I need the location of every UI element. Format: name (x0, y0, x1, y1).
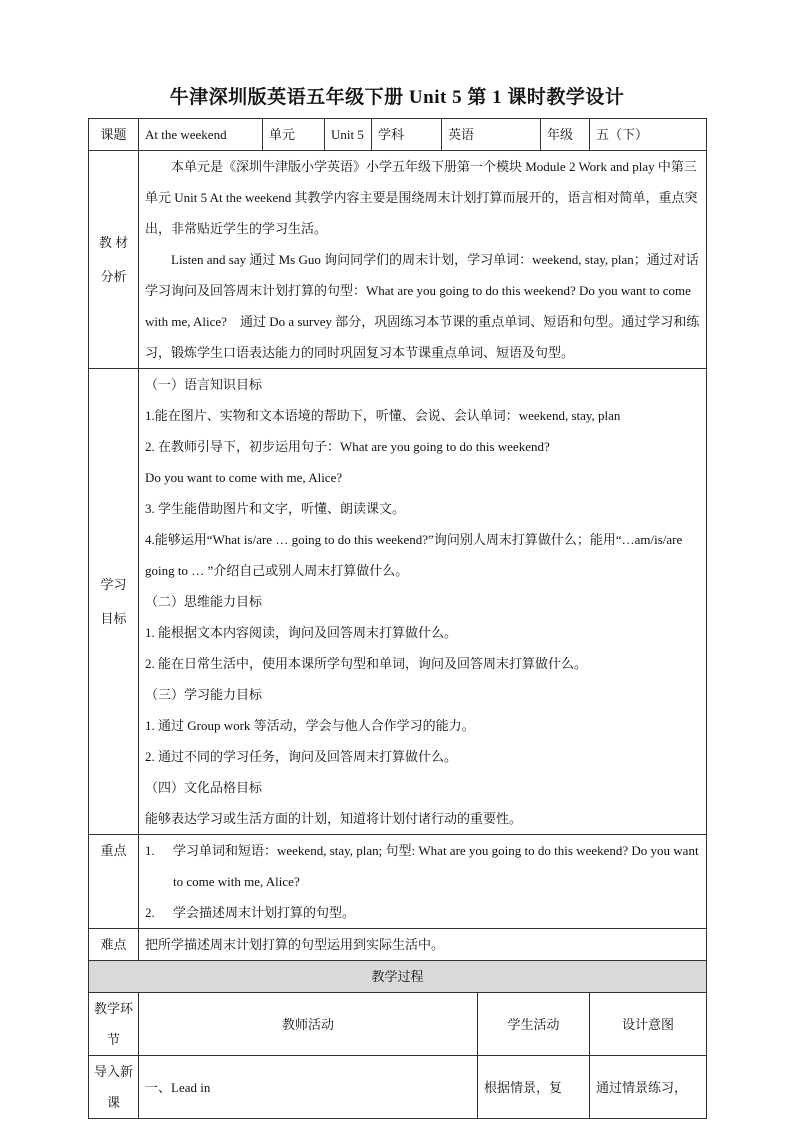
goal-line: 1. 通过 Group work 等活动，学会与他人合作学习的能力。 (145, 718, 475, 733)
goal-line: 3. 学生能借助图片和文字，听懂、朗读课文。 (145, 501, 406, 516)
difficulty-text: 把所学描述周末计划打算的句型运用到实际生活中。 (139, 929, 707, 961)
goal-line: （三）学习能力目标 (145, 687, 263, 702)
header-row (89, 119, 707, 151)
material-paragraph: 本单元是《深圳牛津版小学英语》小学五年级下册第一个模块 Module 2 Work and play 中第三单元 Unit 5 At the weekend 其教学内容主要是围绕周末计划打算而展开的，语言相对简单，重点突出，非常贴近学生的学习生活。 (145, 159, 698, 236)
column-intent: 设计意图 (590, 993, 707, 1056)
column-stage: 教学环节 (89, 993, 139, 1056)
goal-line: 1.能在图片、实物和文本语境的帮助下，听懂、会说、会认单词：weekend, stay, plan (145, 408, 621, 423)
process-intent: 通过情景练习， (590, 1056, 707, 1119)
goal-line: （四）文化品格目标 (145, 780, 263, 795)
goals-label: 学习 目标 (89, 369, 139, 835)
material-label: 教 材 分析 (89, 151, 139, 369)
topic-label: 课题 (89, 119, 139, 151)
process-stage: 导入新课 (89, 1056, 139, 1119)
unit-value: Unit 5 (325, 119, 372, 151)
column-teacher: 教师活动 (139, 993, 478, 1056)
keypoint-text: 学会描述周末计划打算的句型。 (173, 905, 356, 920)
goal-line: 4.能够运用“What is/are … going to do this weekend?”询问别人周末打算做什么；能用“…am/is/are going to … ”介绍自己或别人周末打算做什么。 (145, 532, 683, 578)
goals-row (89, 369, 707, 835)
column-student: 学生活动 (478, 993, 590, 1056)
process-row (89, 1056, 707, 1119)
unit-label: 单元 (263, 119, 325, 151)
difficulty-row (89, 929, 707, 961)
difficulty-label: 难点 (89, 929, 139, 961)
keypoint-number: 2. (145, 905, 155, 920)
keypoints-row (89, 835, 707, 929)
goal-line: Do you want to come with me, Alice? (145, 470, 343, 485)
process-student: 根据情景，复 (478, 1056, 590, 1119)
process-teacher: 一、Lead in (139, 1056, 478, 1119)
goal-line: 2. 在教师引导下，初步运用句子：What are you going to do this weekend? (145, 439, 550, 454)
material-row (89, 151, 707, 369)
topic-value: At the weekend (139, 119, 263, 151)
goal-line: 2. 通过不同的学习任务，询问及回答周末打算做什么。 (145, 749, 458, 764)
goal-line: （二）思维能力目标 (145, 594, 263, 609)
material-content (139, 151, 707, 369)
goals-content (139, 369, 707, 835)
keypoint-number: 1. (145, 843, 155, 858)
keypoint-item (145, 835, 700, 897)
goal-line: 2. 能在日常生活中，使用本课所学句型和单词，询问及回答周末打算做什么。 (145, 656, 588, 671)
goal-line: 1. 能根据文本内容阅读，询问及回答周末打算做什么。 (145, 625, 458, 640)
page-title: 牛津深圳版英语五年级下册 Unit 5 第 1 课时教学设计 (169, 87, 625, 108)
subject-label: 学科 (372, 119, 442, 151)
keypoint-item (145, 897, 700, 928)
process-heading: 教学过程 (89, 961, 707, 993)
subject-value: 英语 (442, 119, 541, 151)
material-paragraph: Listen and say 通过 Ms Guo 询问同学们的周末计划，学习单词：weekend, stay, plan；通过对话学习询问及回答周末计划打算的句型：What are you going to do this weekend? Do you want to come with me, Alice? 通过 Do a survey 部分，巩固练习本节课的重点单词、短语和句型。通过学习和练习，锻炼学生口语表达能力的同时巩固复习本节课重点单词、短语及句型。 (145, 252, 700, 360)
keypoint-text: 学习单词和短语：weekend, stay, plan; 句型: What are you going to do this weekend? Do you want to come with me, Alice? (173, 843, 699, 889)
keypoints-label: 重点 (89, 835, 139, 929)
lesson-plan-table (88, 118, 707, 1119)
process-heading-row (89, 961, 707, 993)
goal-line: 能够表达学习或生活方面的计划，知道将计划付诸行动的重要性。 (145, 811, 523, 826)
grade-label: 年级 (541, 119, 590, 151)
grade-value: 五（下） (590, 119, 707, 151)
keypoints-content (139, 835, 707, 929)
process-columns-row (89, 993, 707, 1056)
goal-line: （一）语言知识目标 (145, 377, 263, 392)
